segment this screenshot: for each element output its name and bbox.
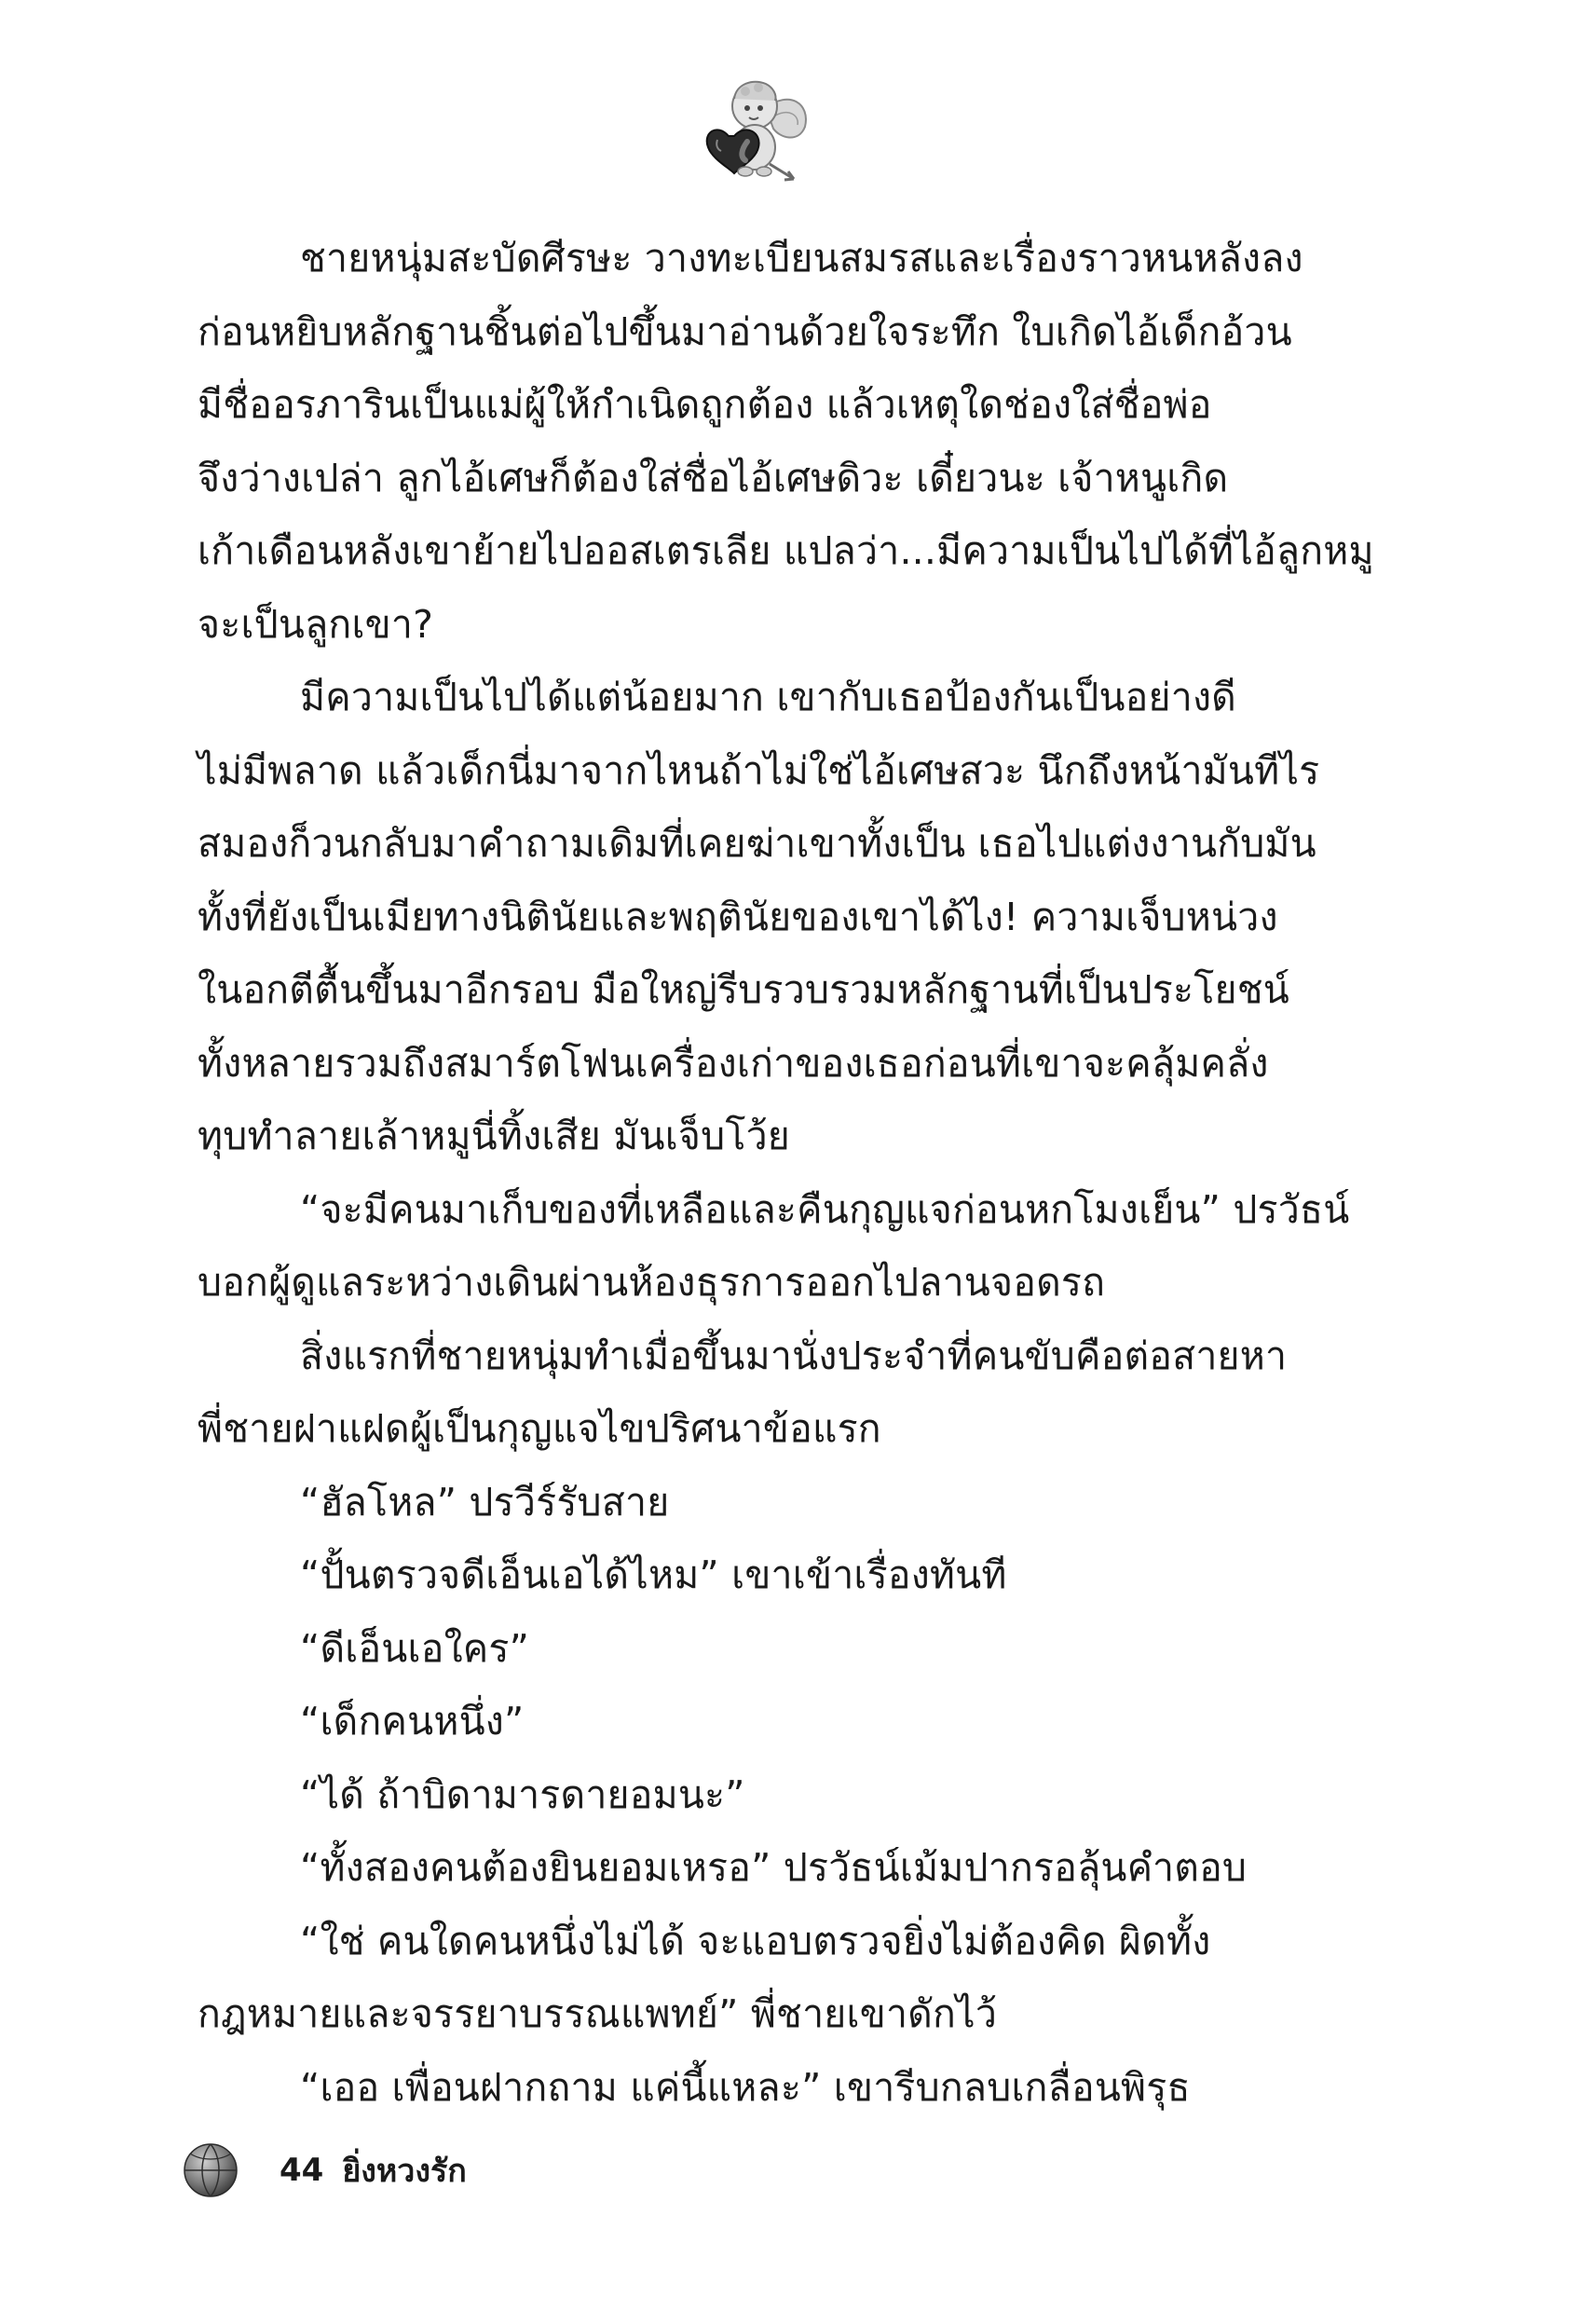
text-line: บอกผู้ดูแลระหว่างเดินผ่านห้องธุรการออกไปลานจอดรถ — [198, 1260, 1106, 1305]
paragraph — [198, 1905, 1332, 2051]
text-line: จึงว่างเปล่า ลูกไอ้เศษก็ต้องใส่ชื่อไอ้เศษดิวะ เดี๋ยวนะ เจ้าหนูเกิด — [198, 455, 1229, 500]
book-title: ยิ่งหวงรัก — [342, 2153, 467, 2190]
text-line: จะเป็นลูกเขา? — [198, 601, 434, 647]
text-line: ไม่มีพลาด แล้วเด็กนี่มาจากไหนถ้าไม่ใช่ไอ้เศษสวะ นึกถึงหน้ามันทีไร — [198, 747, 1320, 793]
paragraph — [198, 1320, 1332, 1466]
page-footer — [183, 2138, 467, 2203]
dialogue-line — [198, 2051, 1332, 2125]
page-number: 44 — [280, 2152, 324, 2189]
text-line: ชายหนุ่มสะบัดศีรษะ วางทะเบียนสมรสและเรื่องราวหนหลังลง — [300, 236, 1303, 280]
body-text — [198, 222, 1374, 2124]
text-line: “ทั้งสองคนต้องยินยอมเหรอ” ปรวัธน์เม้มปากรอลุ้นคำตอบ — [300, 1845, 1248, 1890]
text-line: มีความเป็นไปได้แต่น้อยมาก เขากับเธอป้องกันเป็นอย่างดี — [300, 675, 1236, 719]
text-line: ในอกตีตื้นขึ้นมาอีกรอบ มือใหญ่รีบรวบรวมหลักฐานที่เป็นประโยชน์ — [198, 967, 1289, 1012]
text-line: “ได้ ถ้าบิดามารดายอมนะ” — [300, 1771, 745, 1817]
cupid-heart-icon — [701, 71, 812, 192]
text-line: พี่ชายฝาแฝดผู้เป็นกุญแจไขปริศนาข้อแรก — [198, 1406, 881, 1451]
dialogue-line — [198, 1612, 1332, 1686]
text-line: ก่อนหยิบหลักฐานชิ้นต่อไปขึ้นมาอ่านด้วยใจระทึก ใบเกิดไอ้เด็กอ้วน — [198, 308, 1292, 354]
text-line: ทุบทำลายเล้าหมูนี่ทิ้งเสีย มันเจ็บโว้ย — [198, 1114, 791, 1158]
dialogue-line — [198, 1758, 1332, 1832]
dialogue-line — [198, 1831, 1332, 1905]
dialogue-line — [198, 1466, 1332, 1539]
text-line: “ดีเอ็นเอใคร” — [300, 1625, 530, 1671]
text-line: “ฮัลโหล” ปรวีร์รับสาย — [300, 1479, 670, 1525]
paragraph — [198, 222, 1374, 661]
text-line: สิ่งแรกที่ชายหนุ่มทำเมื่อขึ้นมานั่งประจำที่คนขับคือต่อสายหา — [300, 1333, 1288, 1378]
text-line: “ใช่ คนใดคนหนึ่งไม่ได้ จะแอบตรวจยิ่งไม่ต้องคิด ผิดทั้ง — [300, 1918, 1211, 1963]
text-line: “จะมีคนมาเก็บของที่เหลือและคืนกุญแจก่อนหกโมงเย็น” ปรวัธน์ — [300, 1186, 1350, 1232]
dialogue-line — [198, 1685, 1332, 1758]
text-line: เก้าเดือนหลังเขาย้ายไปออสเตรเลีย แปลว่า...มีความเป็นไปได้ที่ไอ้ลูกหมู — [198, 528, 1374, 573]
text-line: “เออ เพื่อนฝากถาม แค่นี้แหละ” เขารีบกลบเกลื่อนพิรุธ — [300, 2064, 1191, 2110]
text-line: “ปั้นตรวจดีเอ็นเอได้ไหม” เขาเข้าเรื่องทันที — [300, 1552, 1007, 1597]
text-line: ทั้งหลายรวมถึงสมาร์ตโฟนเครื่องเก่าของเธอก่อนที่เขาจะคลุ้มคลั่ง — [198, 1040, 1269, 1086]
dialogue-line — [198, 1538, 1332, 1612]
paragraph — [198, 1173, 1350, 1320]
text-line: กฎหมายและจรรยาบรรณแพทย์” พี่ชายเขาดักไว้ — [198, 1991, 998, 2036]
basketball-icon — [183, 2142, 239, 2198]
text-line: สมองก็วนกลับมาคำถามเดิมที่เคยฆ่าเขาทั้งเป็น เธอไปแต่งงานกับมัน — [198, 821, 1316, 866]
text-line: ทั้งที่ยังเป็นเมียทางนิตินัยและพฤตินัยของเขาได้ไง! ความเจ็บหน่วง — [198, 894, 1278, 939]
text-line: มีชื่ออรภารินเป็นแม่ผู้ให้กำเนิดถูกต้อง แล้วเหตุใดช่องใส่ชื่อพ่อ — [198, 382, 1212, 427]
paragraph — [198, 661, 1332, 1173]
text-line: “เด็กคนหนึ่ง” — [300, 1699, 525, 1744]
